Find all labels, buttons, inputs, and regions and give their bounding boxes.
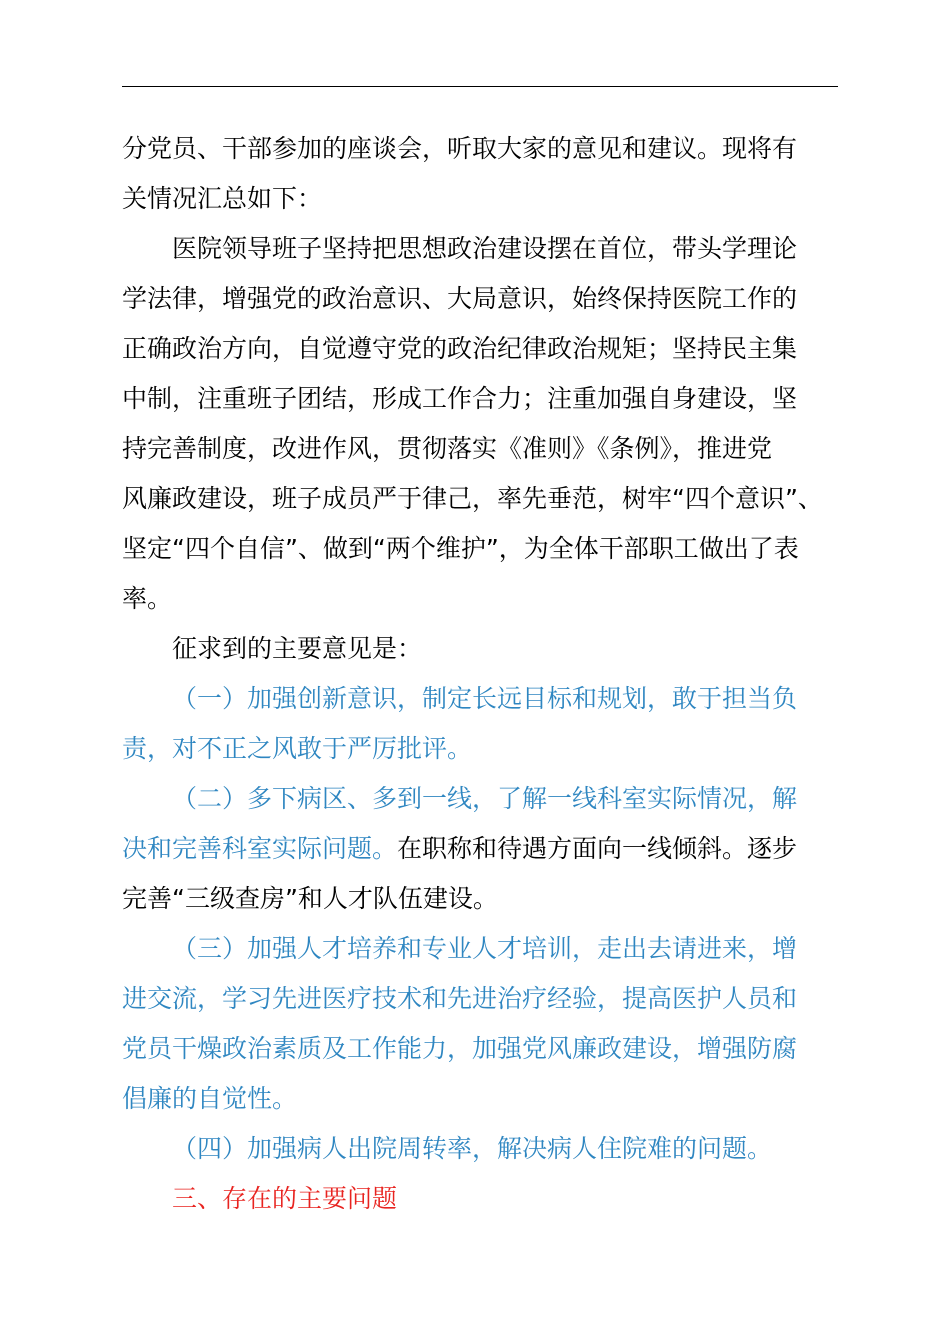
opinion-4-line-1: （四）加强病人出院周转率，解决病人住院难的问题。 <box>172 1134 773 1163</box>
opinions-intro: 征求到的主要意见是： <box>172 634 423 663</box>
paragraph-1-line-2: 关情况汇总如下： <box>122 184 323 213</box>
opinion-2-line-1: （二）多下病区、多到一线，了解一线科室实际情况，解 <box>172 784 798 813</box>
opinion-1-line-2: 责，对不正之风敢于严厉批评。 <box>122 734 473 763</box>
paragraph-2-line-7: 坚定“四个自信”、做到“两个维护”，为全体干部职工做出了表 <box>122 534 799 563</box>
paragraph-2-line-5: 持完善制度，改进作风，贯彻落实《准则》《条例》，推进党 <box>122 434 773 463</box>
opinion-3-line-4: 倡廉的自觉性。 <box>122 1084 298 1113</box>
paragraph-2-line-4: 中制，注重班子团结，形成工作合力；注重加强自身建设，坚 <box>122 384 798 413</box>
opinion-2-line-2 <box>122 824 838 874</box>
opinion-2-line-2-rest: 在职称和待遇方面向一线倾斜。逐步 <box>397 834 798 863</box>
paragraph-2-line-1: 医院领导班子坚持把思想政治建设摆在首位，带头学理论 <box>172 234 798 263</box>
opinion-1-line-1: （一）加强创新意识，制定长远目标和规划，敢于担当负 <box>172 684 798 713</box>
section-3-heading: 三、存在的主要问题 <box>172 1184 398 1213</box>
opinion-2-line-3: 完善“三级查房”和人才队伍建设。 <box>122 884 498 913</box>
opinion-3-line-2: 进交流，学习先进医疗技术和先进治疗经验，提高医护人员和 <box>122 984 798 1013</box>
paragraph-2-line-8: 率。 <box>122 584 173 613</box>
paragraph-2-line-3: 正确政治方向，自觉遵守党的政治纪律政治规矩；坚持民主集 <box>122 334 798 363</box>
opinion-3-line-1: （三）加强人才培养和专业人才培训，走出去请进来，增 <box>172 934 798 963</box>
opinion-2-line-2-highlight: 决和完善科室实际问题。 <box>122 834 398 863</box>
opinion-3-line-3: 党员干燥政治素质及工作能力，加强党风廉政建设，增强防腐 <box>122 1034 798 1063</box>
header-rule <box>122 86 838 87</box>
paragraph-1-line-1: 分党员、干部参加的座谈会，听取大家的意见和建议。现将有 <box>122 134 798 163</box>
paragraph-2-line-6: 风廉政建设，班子成员严于律己，率先垂范，树牢“四个意识”、 <box>122 484 823 513</box>
document-body <box>122 124 838 1224</box>
paragraph-2-line-2: 学法律，增强党的政治意识、大局意识，始终保持医院工作的 <box>122 284 798 313</box>
